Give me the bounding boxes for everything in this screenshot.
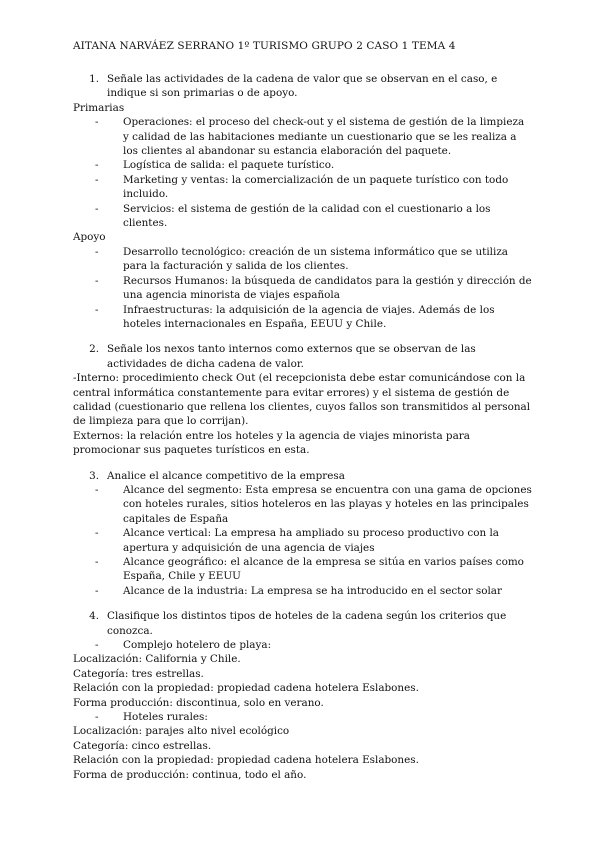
paragraph-interno: -Interno: procedimiento check Out (el recepcionista debe estar comunicándose con la central informática constantemente para evitar errores) y el sistema de gestión de calidad (cuestionario que rellena los clientes, cuyos fallos son transmitidos al personal de limpieza para que lo corrijan). [73, 372, 531, 428]
list-item: - Servicios: el sistema de gestión de la calidad con el cuestionario a los clientes. [95, 202, 491, 230]
hotel-group-title: - Complejo hotelero de playa: [95, 639, 272, 652]
paragraph-externos: Externos: la relación entre los hoteles y la agencia de viajes minorista para promocionar sus paquetes turísticos en esta. [73, 429, 470, 457]
hotel-attribute: Forma de producción: continua, todo el año. [73, 768, 307, 781]
hotel-group-title: - Hoteles rurales: [95, 711, 208, 724]
question-number: 1. [89, 73, 99, 85]
question-2 [73, 342, 533, 371]
hotel-attribute: Localización: California y Chile. [73, 653, 241, 666]
list-item: - Alcance geográfico: el alcance de la empresa se sitúa en varios países como España, Chile y EEUU [95, 556, 524, 583]
section-label-apoyo: Apoyo [73, 231, 106, 244]
question-text: Analice el alcance competitivo de la empresa [107, 469, 345, 482]
list-item: - Alcance vertical: La empresa ha ampliado su proceso productivo con la apertura y adquisición de una agencia de viajes [95, 527, 499, 554]
question-1 [73, 72, 533, 101]
list-item: - Infraestructuras: la adquisición de la agencia de viajes. Además de los hoteles internacionales en España, EEUU y Chile. [95, 303, 495, 330]
question-text: Señale los nexos tanto internos como externos que se observan de las actividades de dicha cadena de valor. [107, 343, 476, 370]
question-number: 4. [89, 610, 99, 623]
list-item: - Marketing y ventas: la comercialización de un paquete turístico con todo incluido. [95, 173, 509, 201]
list-item: - Operaciones: el proceso del check-out y el sistema de gestión de la limpieza y calidad de las habitaciones mediante un cuestionario que se les realiza a los clientes al abandonar su estancia elaboración del paquete. [95, 116, 525, 158]
list-item: - Logística de salida: el paquete turístico. [95, 159, 335, 172]
hotel-attribute: Categoría: tres estrellas. [73, 667, 204, 680]
question-text: Señale las actividades de la cadena de valor que se observan en el caso, e indique si son primarias o de apoyo. [107, 73, 498, 100]
hotel-attribute: Forma producción: discontinua, solo en verano. [73, 696, 324, 709]
question-number: 3. [89, 469, 99, 482]
document-header: AITANA NARVÁEZ SERRANO 1º TURISMO GRUPO 2 CASO 1 TEMA 4 [73, 40, 456, 52]
question-4 [73, 609, 533, 638]
document-body [73, 72, 533, 782]
hotel-attribute: Relación con la propiedad: propiedad cadena hotelera Eslabones. [73, 754, 419, 767]
section-label-primarias: Primarias [73, 101, 125, 114]
question-number: 2. [89, 343, 99, 356]
question-3 [73, 469, 533, 483]
hotel-attribute: Categoría: cinco estrellas. [73, 739, 212, 752]
hotel-attribute: Localización: parajes alto nivel ecológico [73, 725, 290, 738]
list-item: - Alcance del segmento: Esta empresa se encuentra con una gama de opciones con hoteles rurales, sitios hoteleros en las playas y hoteles en las principales capitales de España [95, 483, 532, 525]
list-item: - Recursos Humanos: la búsqueda de candidatos para la gestión y dirección de una agencia minorista de viajes española [95, 274, 532, 302]
list-item: - Alcance de la industria: La empresa se ha introducido en el sector solar [95, 584, 502, 597]
hotel-attribute: Relación con la propiedad: propiedad cadena hotelera Eslabones. [73, 682, 419, 695]
list-item: - Desarrollo tecnológico: creación de un sistema informático que se utiliza para la facturación y salida de los clientes. [95, 245, 508, 273]
question-text: Clasifique los distintos tipos de hoteles de la cadena según los criterios que conozca. [107, 610, 507, 637]
